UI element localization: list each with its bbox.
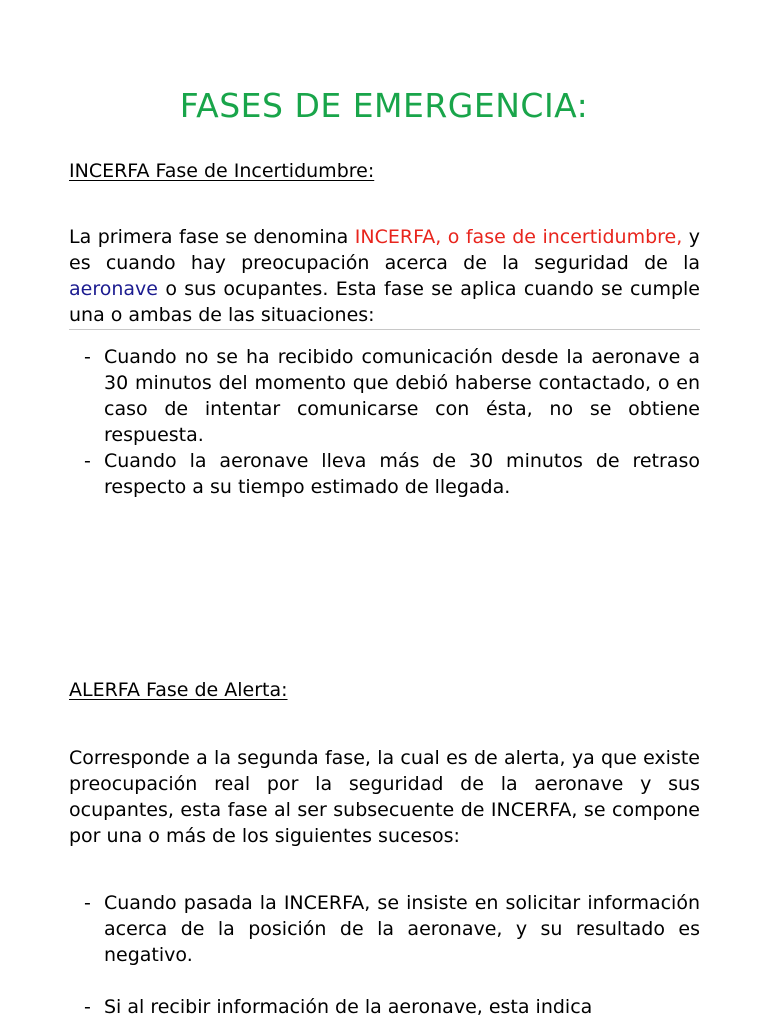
alerfa-heading: ALERFA Fase de Alerta: — [69, 679, 288, 701]
list-item — [84, 448, 700, 500]
incerfa-paragraph — [69, 224, 700, 328]
list-item — [84, 890, 700, 968]
bullet-dash: - — [84, 892, 91, 914]
incerfa-heading: INCERFA Fase de Incertidumbre: — [69, 160, 375, 182]
divider-line — [69, 329, 700, 330]
list-item-text: Si al recibir información de la aeronave, esta indica — [104, 996, 593, 1018]
page-title: FASES DE EMERGENCIA: — [179, 86, 589, 125]
list-item-text: Cuando no se ha recibido comunicación desde la aeronave a 30 minutos del momento que debió haberse contactado, o en caso de intentar comunicarse con ésta, no se obtiene respuesta. — [104, 346, 700, 446]
incerfa-intro-text-2: y es cuando hay preocupación acerca de la seguridad de la — [69, 226, 700, 274]
list-item-text: Cuando la aeronave lleva más de 30 minutos de retraso respecto a su tiempo estimado de llegada. — [104, 450, 700, 498]
list-item — [84, 344, 700, 448]
alerfa-paragraph: Corresponde a la segunda fase, la cual es de alerta, ya que existe preocupación real por la seguridad de la aeronave y sus ocupantes, esta fase al ser subsecuente de INCERFA, se compone por una o más de los siguientes sucesos: — [69, 747, 700, 847]
alerfa-list — [84, 890, 700, 1020]
incerfa-intro-text-3: o sus ocupantes. Esta fase se aplica cuando se cumple una o ambas de las situaciones: — [69, 278, 700, 326]
bullet-dash: - — [84, 996, 91, 1018]
incerfa-highlight: INCERFA, o fase de incertidumbre, — [354, 226, 683, 248]
incerfa-list — [84, 344, 700, 500]
incerfa-intro-text-1: La primera fase se denomina — [69, 226, 355, 248]
bullet-dash: - — [84, 450, 91, 472]
list-item-text: Cuando pasada la INCERFA, se insiste en solicitar información acerca de la posición de la aeronave, y su resultado es negativo. — [104, 892, 700, 966]
bullet-dash: - — [84, 346, 91, 368]
list-item — [84, 994, 700, 1020]
aeronave-link[interactable]: aeronave — [69, 278, 158, 300]
